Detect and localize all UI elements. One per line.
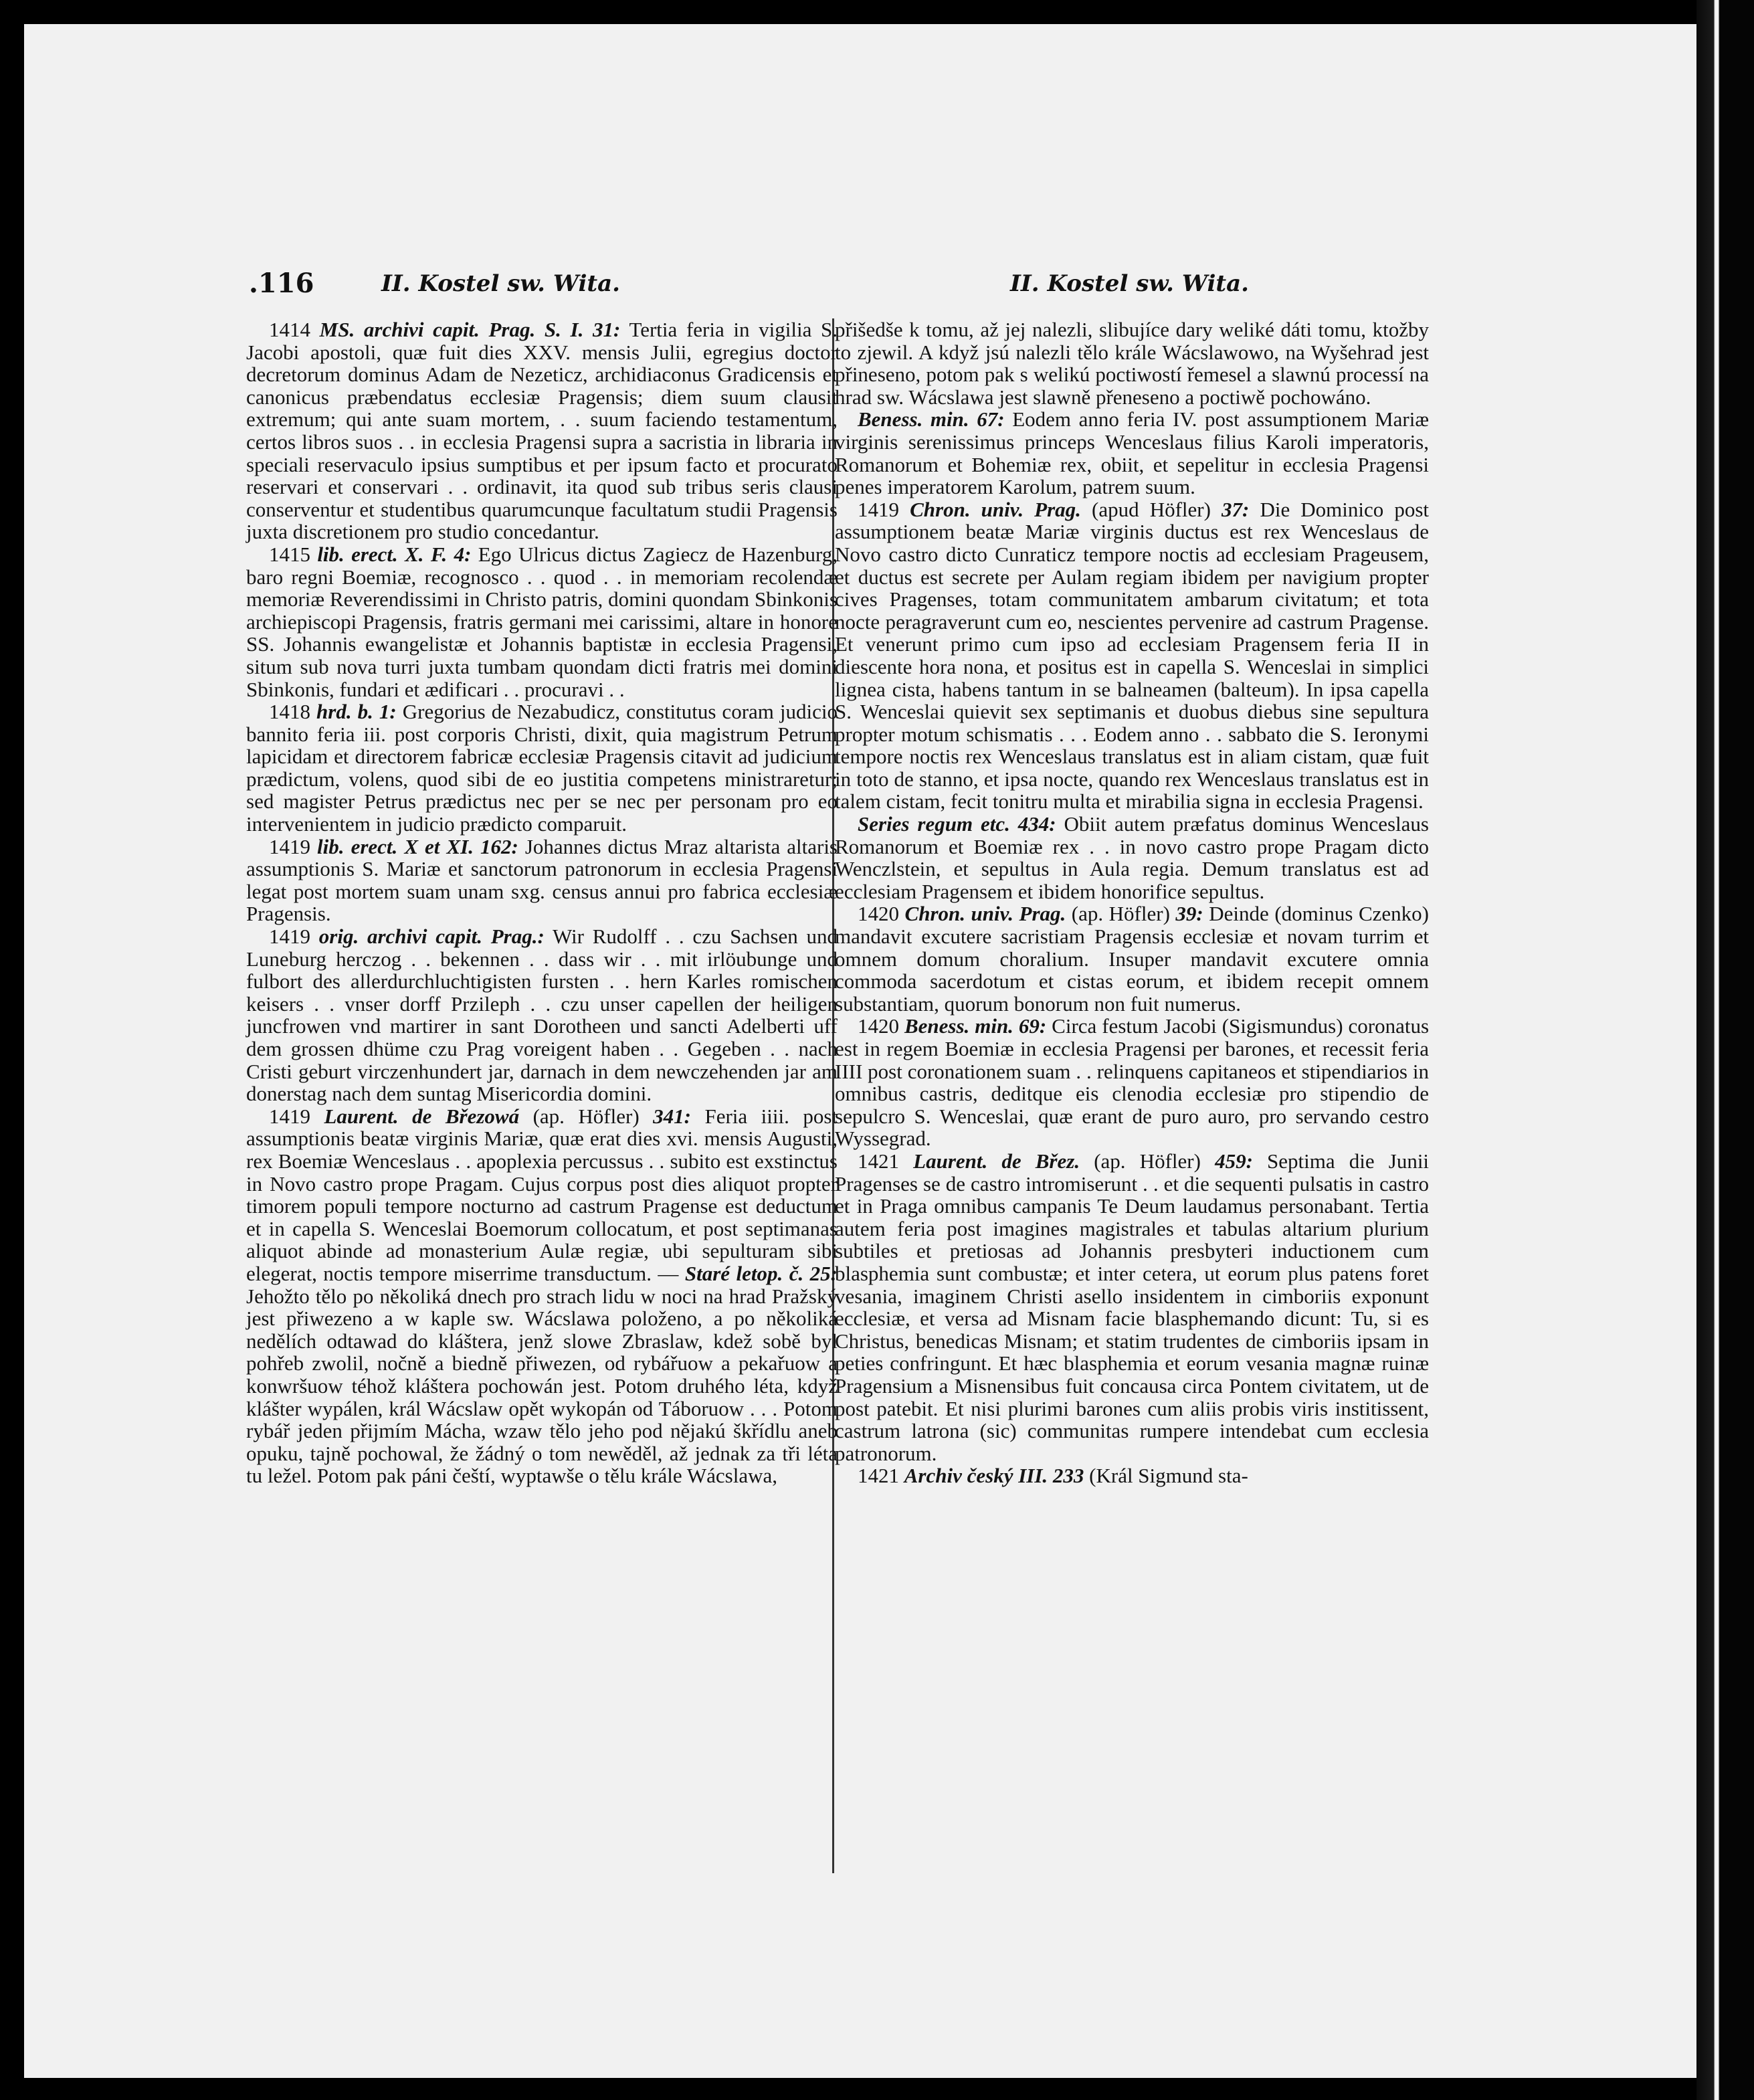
entry-1419-laurent: 1419 Laurent. de Březowá (ap. Höfler) 341: Feria iiii. post assumptionis beatæ virginis Mariæ, quæ erat dies xvi. mensis Augusti, rex Boemiæ Wenceslaus . . apoplexia percussus . . subito est exstinctus in Novo castro prope Pragam. Cujus corpus post dies aliquot propter timorem populi tempore nocturno ad castrum Pragense est deductum et in capella S. Wenceslai Boemorum collocatum, et post septimanas aliquot abinde ad monasterium Aulæ regiæ, ubi sepulturam sibi elegerat, noctis tempore miserrime transductum. — Staré letop. č. 25: Jehožto tělo po několiká dnech pro strach lidu w noci na hrad Pražský jest přiwezeno a w kaple sw. Wácslawa položeno, a po několiká nedělích odtawad do kláštera, jenž slowe Zbraslaw, kdež sobě byl pohřeb zwolil, nočně a biedně přiwezen, od rybářuow a pekařuow a konwršuow téhož kláštera pochowán jest. Potom druhého léta, když klášter wypálen, král Wácslaw opět wykopán od Táboruow . . . Potom rybář jeden přijmím Mácha, wzaw tělo jeho pod nějakú škřídlu aneb opuku, tajně pochowal, že žádný o tom newěděl, až jednak za tři léta tu ležel. Potom pak páni čeští, wyptawše o tělu krále Wácslawa, [246,1104,838,1488]
document-page [24,24,1696,2078]
entry-beness-67: Beness. min. 67: Eodem anno feria IV. post assumptionem Mariæ virginis serenissimus princeps Wenceslaus filius Karoli imperatoris, Romanorum et Bohemiæ rex, obiit, et sepelitur in ecclesia Pragensi penes imperatorem Karolum, patrem suum. [835,407,1429,499]
entry-1419-chron: 1419 Chron. univ. Prag. (apud Höfler) 37: Die Dominico post assumptionem beatæ Mariæ virginis ductus est rex Wenceslaus de Novo castro dicto Cunraticz tempore noctis ad ecclesiam Prageusem, et ductus est secrete per Aulam regiam ibidem per navigium propter cives Pragenses, totam communitatem ambarum civitatum; et tota nocte peragraverunt cum eo, nescientes pervenire ad castrum Pragense. Et venerunt primo cum ipso ad ecclesiam Pragensem feria II in diescente hora nona, et positus est in capella S. Wenceslai in simplici lignea cista, habens tantum in se balneamen (balteum). In ipsa capella S. Wenceslai quievit sex septimanis et duobus diebus sine sepultura propter motum schismatis . . . Eodem anno . . sabbato die S. Ieronymi tempore noctis rex Wenceslaus translatus est in aliam cistam, quæ fuit in toto de stanno, et ipsa nocte, quando rex Wenceslaus translatus est in talem cistam, fecit tonitru multa et mirabilia signa in ecclesia Pragensi. [835,497,1430,814]
entry-1419-orig: 1419 orig. archivi capit. Prag.: Wir Rudolff . . czu Sachsen und Luneburg herczog . . bekennen . . dass wir . . mit irlöubunge und fulbort des allerdurchluchtigisten fursten . . hern Karles romischen keisers . . vnser dorff Przileph . . czu unser capellen der heiligen juncfrowen vnd martirer in sant Dorotheen und sancti Adelberti uff dem grossen dhüme czu Prag voreigent haben . . Gegeben . . nach Cristi geburt virczenhundert jar, darnach in dem newczehenden jar am donerstag nach dem suntag Misericordia domini. [246,925,838,1106]
entry-1421-laurent: 1421 Laurent. de Břez. (ap. Höfler) 459: Septima die Junii Pragenses se de castro intromiserunt . . et die sequenti pulsatis in castro et in Praga omnibus campanis Te Deum laudamus personabant. Tertia autem feria post imagines magistrales et tabulas altarium plurium subtiles et pretiosas ad Johannis presbyteri inductionem cum blasphemia sunt combustæ; et inter cetera, ut eorum plus patens foret vesania, imaginem Christi asello insidentem in cimboriis exponunt ecclesiæ, et versa ad Misnam facie blasphemando dicunt: Tu, si es Christus, benedicas Misnam; et statim trudentes de cimboriis ipsam in peties confringunt. Et hæc blasphemia et eorum vesania magnæ ruinæ Pragensium a Misnensibus fuit concausa circa Pontem civitatem, ut de post patebit. Et nisi plurimi barones cum aliis probis viris institissent, castrum latrona (sic) communitas rumpere intendebat cum ecclesia patronorum. [835,1149,1430,1465]
page-number: .116 [249,268,314,299]
scan-edge [1696,0,1754,2100]
entry-1414: 1414 MS. archivi capit. Prag. S. I. 31: Tertia feria in vigilia S. Jacobi apostoli, quæ fuit dies XXV. mensis Julii, egregius doctor decretorum dominus Adam de Nezeticz, archidiaconus Gradicensis et canonicus præbendatus ecclesiæ Pragensis; diem suum clausit extremum; qui ante suam mortem, . . suum faciendo testamentum, certos libros suos . . in ecclesia Pragensi supra a sacristia in libraria in speciali reservaculo ipsius sumptibus et per ipsum facto et procurato reservari et conservari . . ordinavit, ita quod sub tribus seris clausi conserventur et studentibus quarumcunque facultatum studii Pragensis juxta discretionem pro studio concedantur. [246,318,838,544]
running-head-right: II. Kostel sw. Wita. [1010,270,1249,297]
entry-1420-beness: 1420 Beness. min. 69: Circa festum Jacobi (Sigismundus) coronatus est in regem Boemiæ in ecclesia Pragensi per barones, et recessit feria IIII post coronationem suam . . relinquens capitaneos et stipendiarios in omnibus castris, deditque eis clenodia ecclesiæ pro stipendio de sepulcro S. Wenceslai, quæ erant de puro auro, pro servando cestro Wyssegrad. [835,1014,1430,1151]
entry-1420-chron: 1420 Chron. univ. Prag. (ap. Höfler) 39: Deinde (dominus Czenko) mandavit excutere sacristiam Pragensis ecclesiæ et novam turrim et omnem domum choralium. Insuper mandavit excutere omnia commoda sacerdotum et cistas eorum, et ibidem recepit omnem substantiam, quorum bonorum non fuit numerus. [835,902,1429,1016]
running-head-left: II. Kostel sw. Wita. [381,270,620,297]
left-column [246,318,838,1487]
entry-1415: 1415 lib. erect. X. F. 4: Ego Ulricus dictus Zagiecz de Hazenburg, baro regni Boemiæ, recognosco . . quod . . in memoriam recolendæ memoriæ Reverendissimi in Christo patris, domini quondam Sbinkonis archiepiscopi Pragensis, fratris germani mei carissimi, altare in honore SS. Johannis ewangelistæ et Johannis baptistæ in ecclesia Pragensi, situm sub nova turri juxta tumbam quondam dicti fratris mei domini Sbinkonis, fundari et ædificari . . procuravi . . [246,542,838,701]
right-column [835,318,1429,1487]
page-header [24,268,1696,308]
entry-1419-lib-erect: 1419 lib. erect. X et XI. 162: Johannes dictus Mraz altarista altaris assumptionis S. Mariæ et sanctorum patronorum in ecclesia Pragensi legat post mortem suam unam sxg. census annui pro fabrica ecclesiæ Pragensis. [246,834,838,926]
continuation-paragraph: přišedše k tomu, až jej nalezli, slibujíce dary weliké dáti tomu, ktožby to zjewil. A když jsú nalezli tělo krále Wácslawowo, na Wyšehrad jest přineseno, potom pak s welikú poctiwostí řemesel a slawnú processí na hrad sw. Wácslawa jest slawně přeneseno a poctiwě pochowáno. [835,318,1429,409]
entry-1418: 1418 hrd. b. 1: Gregorius de Nezabudicz, constitutus coram judicio bannito feria iii. post corporis Christi, dixit, quia magistrum Petrum lapicidam et directorem fabricæ ecclesiæ Pragensis citavit ad judicium prædictum, volens, quod sibi de eo justitia competens ministraretur; sed magister Petrus prædictus nec per se nec per personam pro eo intervenientem in judicio prædicto comparuit. [246,700,838,836]
entry-series-regum: Series regum etc. 434: Obiit autem præfatus dominus Wenceslaus Romanorum et Boemiæ rex . . in novo castro prope Pragam dicto Wenczlstein, et sepultus in Aula regia. Demum translatus est ad ecclesiam Pragensem et ibidem honorifice sepultus. [835,812,1429,903]
entry-1421-archiv: 1421 Archiv český III. 233 (Král Sigmund sta- [858,1464,1248,1488]
